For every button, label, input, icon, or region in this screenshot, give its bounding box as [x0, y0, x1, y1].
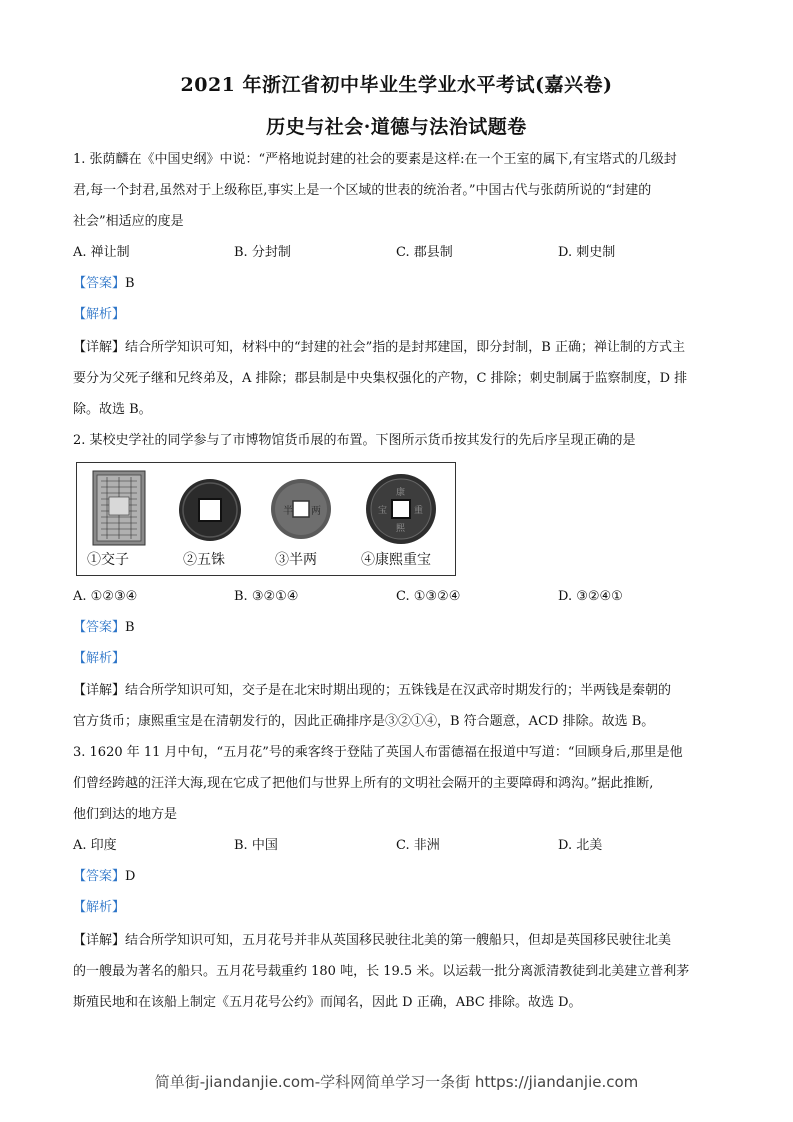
q1-stem-line-1: 1. 张荫麟在《中国史纲》中说：“严格地说封建的社会的要素是这样:在一个王室的属下,有宝塔式的几级封	[73, 152, 677, 167]
q1-analysis-tag: 【解析】	[73, 307, 126, 322]
jiaozi-note-image	[91, 469, 147, 547]
q2-option-c: C. ①③②④	[396, 589, 461, 604]
footer-watermark: 简单街-jiandanjie.com-学科网简单学习一条街 https://jiandanjie.com	[154, 1073, 639, 1091]
answer-value: B	[125, 276, 135, 291]
q2-option-b: B. ③②①④	[234, 589, 299, 604]
q2-answer	[73, 620, 135, 636]
q3-detail-line-2: 的一艘最为著名的船只。五月花号载重约 180 吨，长 19.5 米。以运载一批分离派清教徒到北美建立普利茅	[73, 964, 690, 979]
svg-text:宝: 宝	[378, 506, 388, 516]
svg-text:半: 半	[283, 506, 293, 517]
q3-stem-line-1: 3. 1620 年 11 月中旬，“五月花”号的乘客终于登陆了英国人布雷德福在报道中写道：“回顾身后,那里是他	[73, 745, 683, 760]
answer-tag: 【答案】	[73, 276, 126, 291]
svg-text:熙: 熙	[396, 524, 406, 534]
coin-label-wuzhu: ②五铢	[183, 552, 225, 568]
q1-stem-line-2: 君,每一个封君,虽然对于上级称臣,事实上是一个区域的世表的统治者。”中国古代与张荫所说的“封建的	[73, 183, 652, 198]
q1-option-d: D. 刺史制	[558, 245, 616, 260]
svg-text:重: 重	[414, 506, 424, 516]
q2-option-a: A. ①②③④	[73, 589, 138, 604]
q3-analysis-tag: 【解析】	[73, 900, 126, 915]
q3-detail-line-1: 【详解】结合所学知识可知，五月花号并非从英国移民驶往北美的第一艘船只，但却是英国移民驶往北美	[73, 933, 672, 948]
q3-stem-line-3: 他们到达的地方是	[73, 807, 178, 822]
q1-detail-line-1: 【详解】结合所学知识可知，材料中的“封建的社会”指的是封邦建国，即分封制，B 正确；禅让制的方式主	[73, 340, 685, 355]
svg-text:康: 康	[396, 488, 406, 498]
answer-tag: 【答案】	[73, 869, 126, 884]
wuzhu-coin-image	[177, 477, 243, 543]
coin-label-banliang: ③半两	[275, 552, 317, 568]
q3-detail-line-3: 斯殖民地和在该船上制定《五月花号公约》而闻名，因此 D 正确，ABC 排除。故选 D。	[73, 995, 582, 1010]
q1-option-b: B. 分封制	[234, 245, 291, 260]
q2-detail-line-1: 【详解】结合所学知识可知，交子是在北宋时期出现的；五铢钱是在汉武帝时期发行的；半两钱是秦朝的	[73, 683, 672, 698]
q1-detail-line-3: 除。故选 B。	[73, 402, 152, 417]
page-title: 2021 年浙江省初中毕业生学业水平考试(嘉兴卷)	[180, 74, 613, 96]
q2-stem: 2. 某校史学社的同学参与了市博物馆货币展的布置。下图所示货币按其发行的先后序呈现正确的是	[73, 433, 636, 448]
kangxi-coin-image	[363, 471, 439, 547]
banliang-coin-image	[269, 477, 333, 541]
q3-answer	[73, 869, 135, 885]
q3-option-b: B. 中国	[234, 838, 278, 853]
svg-text:两: 两	[311, 506, 321, 517]
q3-option-d: D. 北美	[558, 838, 603, 853]
q1-option-c: C. 郡县制	[396, 245, 453, 260]
q3-stem-line-2: 们曾经跨越的汪洋大海,现在它成了把他们与世界上所有的文明社会隔开的主要障碍和鸿沟。”据此推断,	[73, 776, 654, 791]
q1-detail-line-2: 要分为父死子继和兄终弟及，A 排除；郡县制是中央集权强化的产物，C 排除；刺史制属于监察制度，D 排	[73, 371, 688, 386]
q2-detail-line-2: 官方货币；康熙重宝是在清朝发行的，因此正确排序是③②①④，B 符合题意，ACD 排除。故选 B。	[73, 714, 655, 729]
q3-option-a: A. 印度	[73, 838, 117, 853]
q2-option-d: D. ③②④①	[558, 589, 623, 604]
answer-tag: 【答案】	[73, 620, 126, 635]
q1-answer	[73, 276, 135, 292]
coin-label-jiaozi: ①交子	[87, 552, 129, 568]
q2-analysis-tag: 【解析】	[73, 651, 126, 666]
q1-stem-line-3: 社会”相适应的度是	[73, 214, 184, 229]
answer-value: D	[125, 869, 136, 884]
coin-label-kangxi: ④康熙重宝	[361, 552, 431, 568]
q1-option-a: A. 禅让制	[73, 245, 130, 260]
page-subtitle: 历史与社会·道德与法治试题卷	[266, 116, 527, 138]
q3-option-c: C. 非洲	[396, 838, 440, 853]
currency-figure	[76, 462, 456, 576]
answer-value: B	[125, 620, 135, 635]
